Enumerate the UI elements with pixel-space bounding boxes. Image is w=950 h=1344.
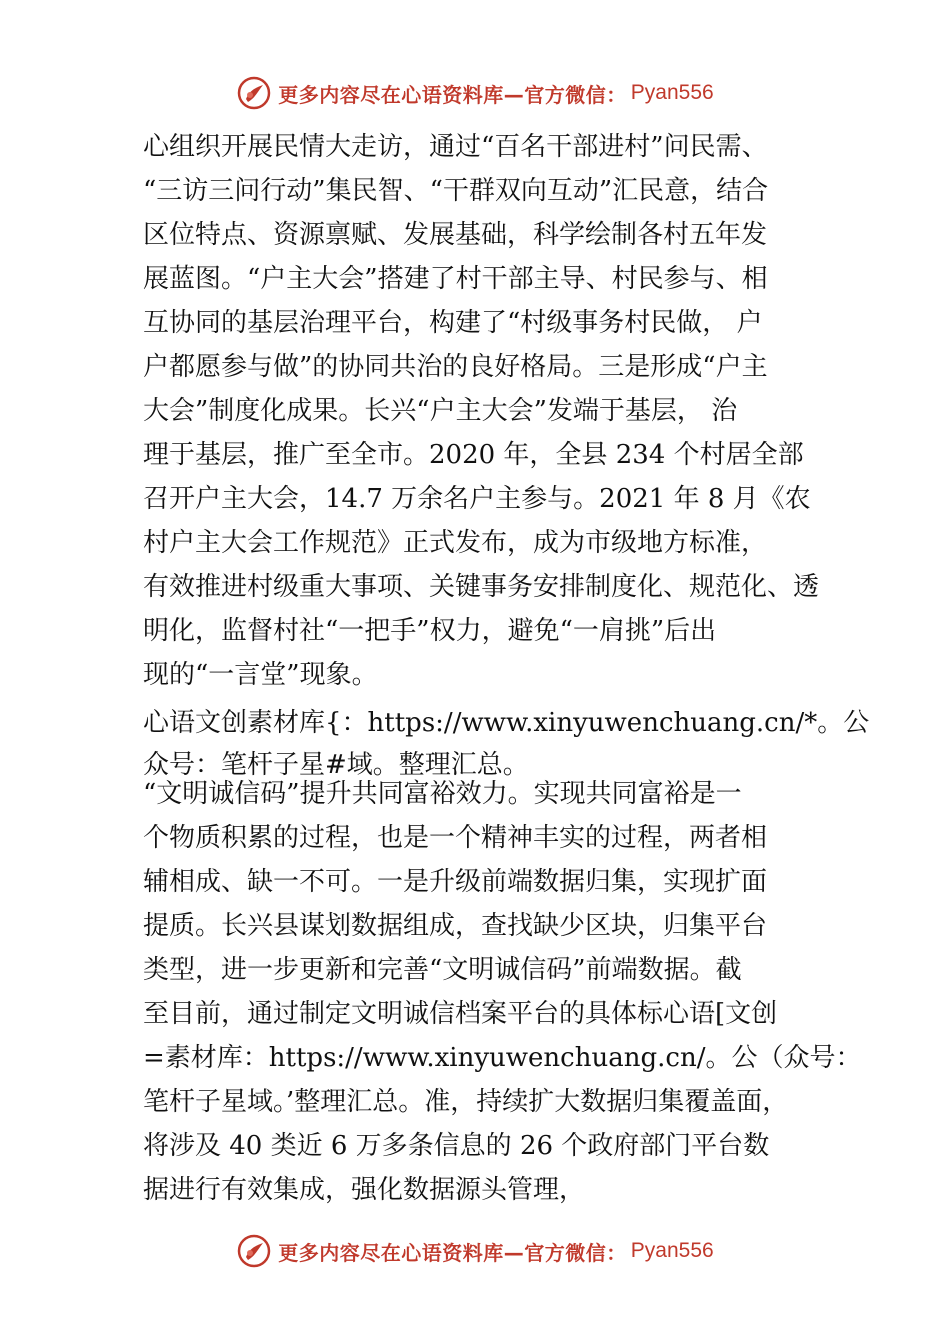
text-line: 互协同的基层治理平台，构建了“村级事务村民做， 户 (143, 308, 763, 338)
text-line: 区位特点、资源禀赋、发展基础，科学绘制各村五年发 (143, 220, 768, 250)
paragraph-credit-code (143, 772, 862, 1212)
text-line: =素材库：https://www.xinyuwenchuang.cn/。公（众号： (143, 1043, 862, 1073)
text-line: 心组织开展民情大走访，通过“百名干部进村”问民需、 (143, 132, 768, 162)
header-banner (0, 71, 950, 115)
text-line: 现的“一言堂”现象。 (143, 660, 378, 690)
footer-banner (0, 1229, 950, 1273)
text-line: 有效推进村级重大事项、关键事务安排制度化、规范化、透 (143, 572, 820, 602)
text-line: 大会”制度化成果。长兴“户主大会”发端于基层， 治 (143, 396, 738, 426)
paragraph-household-assembly (143, 125, 843, 697)
text-line: 笔杆子星域。’整理汇总。准，持续扩大数据归集覆盖面， (143, 1087, 789, 1117)
text-line: 据进行有效集成，强化数据源头管理， (143, 1175, 586, 1205)
text-line: “文明诚信码”提升共同富裕效力。实现共同富裕是一 (143, 779, 742, 809)
text-line: 类型，进一步更新和完善“文明诚信码”前端数据。截 (143, 955, 742, 985)
text-line: “三访三问行动”集民智、“干群双向互动”汇民意，结合 (143, 176, 769, 206)
banner-wechat-id: Pyan556 (630, 81, 714, 104)
text-line: 至目前，通过制定文明诚信档案平台的具体标心语[文创 (143, 999, 778, 1029)
flower-logo-icon (236, 1233, 272, 1269)
text-line: 明化，监督村社“一把手”权力，避免“一肩挑”后出 (143, 616, 717, 646)
text-line: 展蓝图。“户主大会”搭建了村干部主导、村民参与、相 (143, 264, 768, 294)
banner-text: 更多内容尽在心语资料库—官方微信： (278, 82, 627, 107)
banner-text: 更多内容尽在心语资料库—官方微信： (278, 1240, 627, 1265)
flower-logo-icon (236, 75, 272, 111)
text-line: 心语文创素材库{：https://www.xinyuwenchuang.cn/*。公 (143, 708, 870, 738)
banner-wechat-id: Pyan556 (630, 1239, 714, 1262)
text-line: 辅相成、缺一不可。一是升级前端数据归集，实现扩面 (143, 867, 768, 897)
text-line: 将涉及 40 类近 6 万多条信息的 26 个政府部门平台数 (143, 1131, 770, 1161)
text-line: 众号：笔杆子星#域。整理汇总。 (143, 750, 529, 780)
text-line: 提质。长兴县谋划数据组成，查找缺少区块，归集平台 (143, 911, 768, 941)
text-line: 理于基层，推广至全市。2020 年，全县 234 个村居全部 (143, 440, 804, 470)
text-line: 召开户主大会，14.7 万余名户主参与。2021 年 8 月《农 (143, 484, 811, 514)
text-line: 户都愿参与做”的协同共治的良好格局。三是形成“户主 (143, 352, 768, 382)
text-line: 村户主大会工作规范》正式发布，成为市级地方标准， (143, 528, 768, 558)
text-line: 个物质积累的过程，也是一个精神丰实的过程，两者相 (143, 823, 768, 853)
